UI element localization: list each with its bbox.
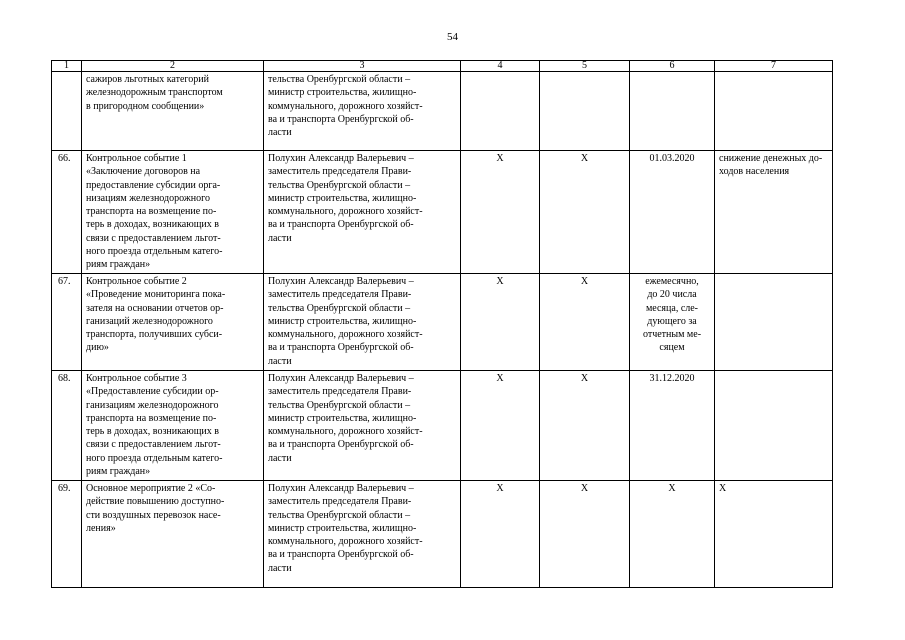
header-col-4: 4: [461, 61, 540, 72]
responsible-cell-line: Полухин Александр Валерьевич –: [268, 373, 414, 384]
row-number: 68.: [52, 371, 82, 481]
responsible-cell-line: Полухин Александр Валерьевич –: [268, 153, 414, 164]
table-row: [52, 481, 833, 588]
responsible-cell: [264, 481, 461, 588]
event-cell-line: железнодорожным транспортом: [86, 87, 223, 99]
col5-cell: X: [540, 151, 630, 274]
responsible-cell-line: министр строительства, жилищно-: [268, 315, 417, 327]
event-cell-line: терь в доходах, возникающих в: [86, 426, 219, 438]
responsible-cell: [264, 274, 461, 371]
responsible-cell-line: заместитель председателя Прави-: [268, 166, 412, 178]
table-row: [52, 151, 833, 274]
row-number: 66.: [52, 151, 82, 274]
responsible-cell-line: тельства Оренбургской области –: [268, 179, 411, 191]
col4-cell: X: [461, 371, 540, 481]
deadline-cell-line: X: [668, 483, 676, 494]
responsible-cell-line: министр строительства, жилищно-: [268, 412, 417, 424]
col4-cell: X: [461, 481, 540, 588]
deadline-cell: [630, 151, 715, 274]
event-cell: [82, 274, 264, 371]
event-cell-line: связи с предоставлением льгот-: [86, 439, 221, 451]
table-row: [52, 371, 833, 481]
event-cell-line: риям граждан»: [86, 466, 151, 478]
event-cell-line: транспорта на возмещение по-: [86, 206, 217, 218]
table-row: [52, 72, 833, 151]
event-cell-line: ного проезда отдельным катего-: [86, 452, 223, 464]
deadline-cell-line: дующего за: [647, 315, 697, 327]
row-number: 67.: [52, 274, 82, 371]
row-number: 69.: [52, 481, 82, 588]
header-col-5: 5: [540, 61, 630, 72]
deadline-cell-line: 01.03.2020: [649, 153, 695, 164]
note-cell: [715, 274, 833, 371]
responsible-cell-line: министр строительства, жилищно-: [268, 87, 417, 99]
event-cell: [82, 151, 264, 274]
responsible-cell-line: коммунального, дорожного хозяйст-: [268, 426, 423, 438]
header-row: [52, 61, 833, 72]
table-body: [52, 61, 833, 588]
event-cell-line: Основное мероприятие 2 «Со-: [86, 483, 216, 494]
event-cell-line: в пригородном сообщении»: [86, 100, 205, 112]
responsible-cell-line: ва и транспорта Оренбургской об-: [268, 219, 414, 231]
note-cell-line: X: [719, 483, 727, 494]
responsible-cell-line: ласти: [268, 452, 292, 464]
event-cell-line: Контрольное событие 3: [86, 373, 187, 384]
event-cell-line: дию»: [86, 342, 109, 354]
responsible-cell-line: заместитель председателя Прави-: [268, 496, 412, 508]
note-cell: [715, 481, 833, 588]
note-cell: [715, 371, 833, 481]
responsible-cell-line: Полухин Александр Валерьевич –: [268, 276, 414, 287]
page-number: 54: [447, 31, 458, 43]
responsible-cell-line: министр строительства, жилищно-: [268, 522, 417, 534]
responsible-cell-line: Полухин Александр Валерьевич –: [268, 483, 414, 494]
measures-table: [51, 60, 833, 588]
responsible-cell-line: ва и транспорта Оренбургской об-: [268, 113, 414, 125]
deadline-cell-line: сяцем: [659, 342, 685, 354]
header-col-3: 3: [264, 61, 461, 72]
responsible-cell-line: коммунального, дорожного хозяйст-: [268, 206, 423, 218]
responsible-cell-line: ва и транспорта Оренбургской об-: [268, 549, 414, 561]
deadline-cell: [630, 72, 715, 151]
deadline-cell: [630, 371, 715, 481]
responsible-cell-line: ласти: [268, 232, 292, 244]
event-cell-line: транспорта, получивших субси-: [86, 329, 223, 341]
event-cell-line: зателя на основании отчетов ор-: [86, 302, 224, 314]
event-cell-line: сти воздушных перевозок насе-: [86, 509, 221, 521]
header-col-6: 6: [630, 61, 715, 72]
event-cell-line: ного проезда отдельным катего-: [86, 246, 223, 258]
event-cell-line: низациям железнодорожного: [86, 192, 210, 204]
event-cell: [82, 72, 264, 151]
responsible-cell-line: тельства Оренбургской области –: [268, 302, 411, 314]
deadline-cell: [630, 481, 715, 588]
header-col-2: 2: [82, 61, 264, 72]
event-cell-line: «Заключение договоров на: [86, 166, 201, 178]
col4-cell: X: [461, 274, 540, 371]
responsible-cell-line: заместитель председателя Прави-: [268, 289, 412, 301]
event-cell-line: предоставление субсидии орга-: [86, 179, 221, 191]
responsible-cell-line: тельства Оренбургской области –: [268, 74, 411, 85]
table-row: [52, 274, 833, 371]
event-cell-line: «Предоставление субсидии ор-: [86, 386, 219, 398]
responsible-cell-line: ва и транспорта Оренбургской об-: [268, 439, 414, 451]
deadline-cell-line: до 20 числа: [647, 289, 697, 301]
deadline-cell: [630, 274, 715, 371]
col5-cell: X: [540, 481, 630, 588]
event-cell-line: терь в доходах, возникающих в: [86, 219, 219, 231]
responsible-cell: [264, 371, 461, 481]
col5-cell: [540, 72, 630, 151]
responsible-cell-line: ва и транспорта Оренбургской об-: [268, 342, 414, 354]
note-cell-line: снижение денежных до-: [719, 153, 823, 164]
responsible-cell-line: коммунального, дорожного хозяйст-: [268, 100, 423, 112]
event-cell-line: ления»: [86, 522, 116, 534]
deadline-cell-line: месяца, сле-: [645, 302, 699, 314]
event-cell-line: Контрольное событие 2: [86, 276, 187, 287]
event-cell: [82, 481, 264, 588]
header-col-7: 7: [715, 61, 833, 72]
event-cell-line: действие повышению доступно-: [86, 496, 225, 508]
responsible-cell-line: коммунального, дорожного хозяйст-: [268, 536, 423, 548]
responsible-cell-line: ласти: [268, 127, 292, 139]
responsible-cell-line: ласти: [268, 355, 292, 367]
responsible-cell-line: коммунального, дорожного хозяйст-: [268, 329, 423, 341]
event-cell-line: ганизаций железнодорожного: [86, 315, 213, 327]
responsible-cell-line: ласти: [268, 562, 292, 574]
responsible-cell: [264, 72, 461, 151]
responsible-cell-line: тельства Оренбургской области –: [268, 509, 411, 521]
event-cell-line: риям граждан»: [86, 259, 151, 271]
event-cell-line: сажиров льготных категорий: [86, 74, 209, 85]
col5-cell: X: [540, 274, 630, 371]
responsible-cell-line: тельства Оренбургской области –: [268, 399, 411, 411]
note-cell: [715, 151, 833, 274]
event-cell-line: «Проведение мониторинга пока-: [86, 289, 226, 301]
event-cell-line: транспорта на возмещение по-: [86, 412, 217, 424]
event-cell-line: связи с предоставлением льгот-: [86, 232, 221, 244]
col4-cell: X: [461, 151, 540, 274]
deadline-cell-line: ежемесячно,: [645, 276, 699, 287]
header-col-1: 1: [52, 61, 82, 72]
event-cell-line: Контрольное событие 1: [86, 153, 187, 164]
col4-cell: [461, 72, 540, 151]
col5-cell: X: [540, 371, 630, 481]
responsible-cell-line: министр строительства, жилищно-: [268, 192, 417, 204]
event-cell: [82, 371, 264, 481]
note-cell: [715, 72, 833, 151]
deadline-cell-line: отчетным ме-: [642, 329, 702, 341]
deadline-cell-line: 31.12.2020: [649, 373, 695, 384]
responsible-cell-line: заместитель председателя Прави-: [268, 386, 412, 398]
note-cell-line: ходов населения: [719, 166, 790, 178]
row-number: [52, 72, 82, 151]
event-cell-line: ганизациям железнодорожного: [86, 399, 219, 411]
responsible-cell: [264, 151, 461, 274]
